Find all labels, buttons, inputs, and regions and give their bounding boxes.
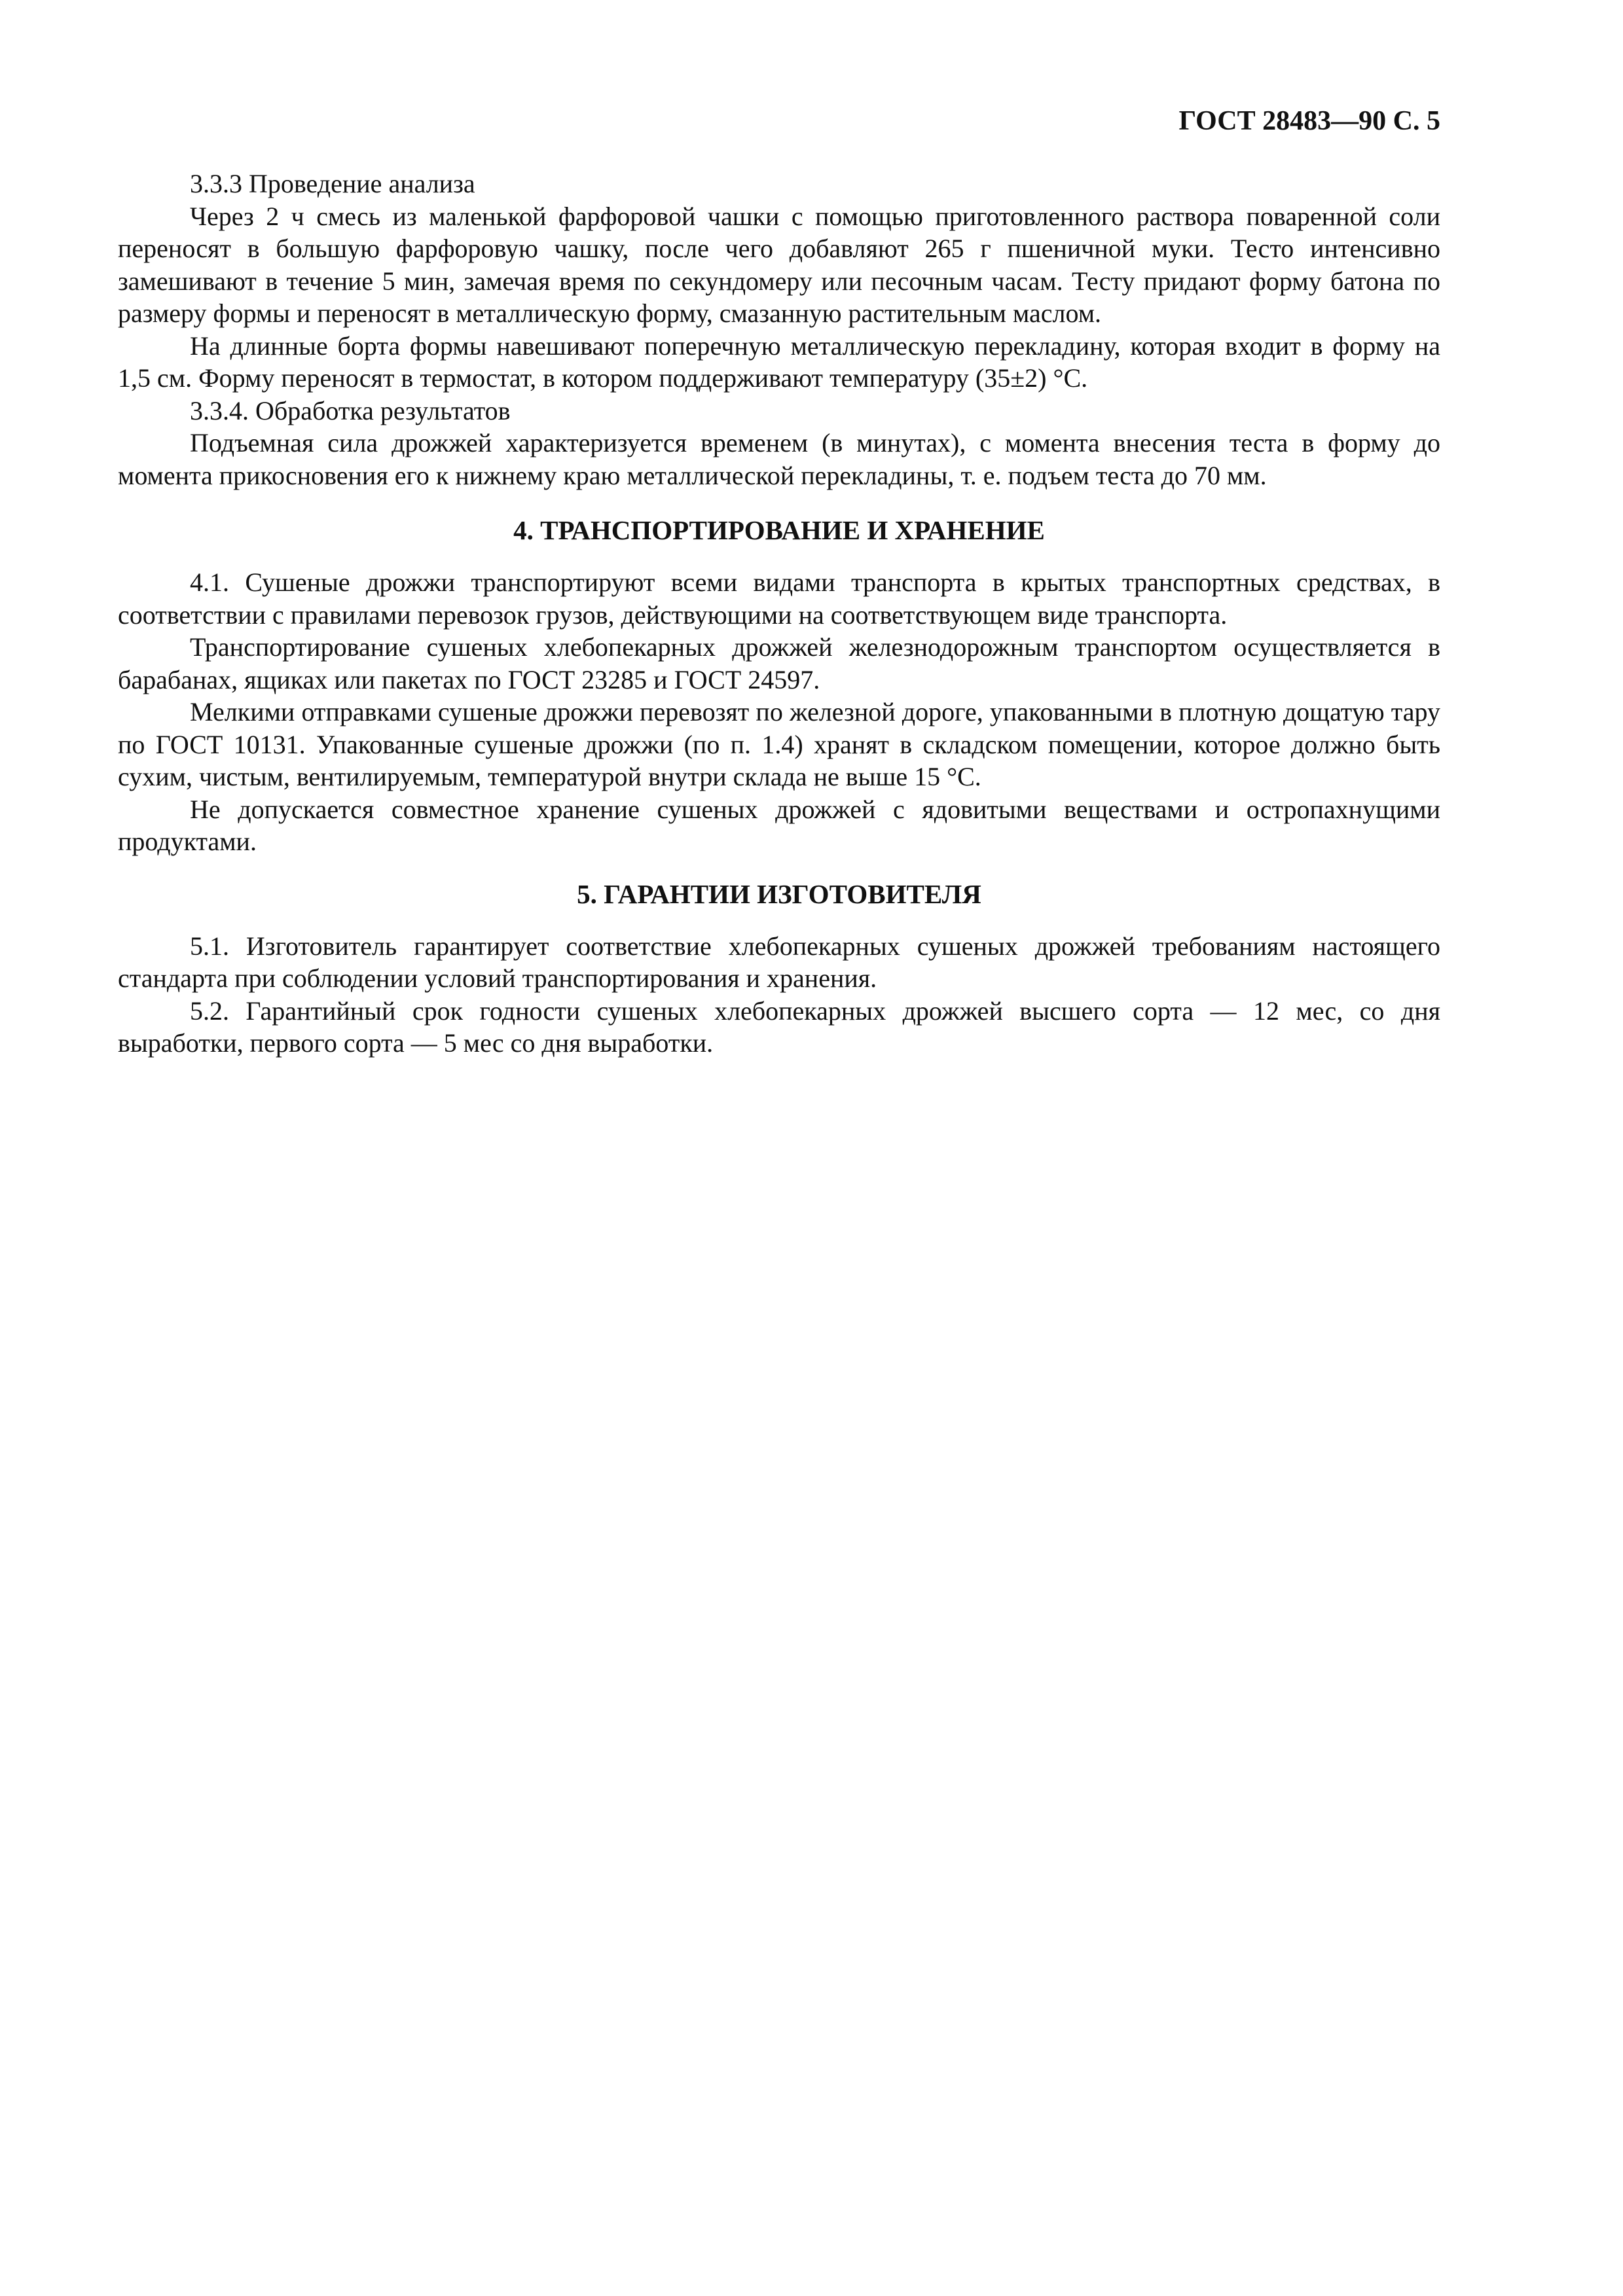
document-page	[118, 105, 1440, 1060]
clause-3-3-3-text-2: На длинные борта формы навешивают поперечную металлическую перекладину, которая входит в форму на 1,5 см. Форму переносят в термостат, в котором поддерживают температуру (35±2) °С.	[118, 331, 1440, 393]
section-5-body	[118, 930, 1440, 1060]
clause-4-1-text-2: Транспортирование сушеных хлебопекарных дрожжей железнодорожным транспортом осуществляется в барабанах, ящиках или пакетах по ГОСТ 23285 и ГОСТ 24597.	[118, 632, 1440, 694]
section-5-title: 5. ГАРАНТИИ ИЗГОТОВИТЕЛЯ	[577, 878, 981, 909]
clause-3-3-4-text: Подъемная сила дрожжей характеризуется временем (в минутах), с момента внесения теста в форму до момента прикосновения его к нижнему краю металлической перекладины, т. е. подъем теста до 70 мм.	[118, 428, 1440, 490]
section-4-title: 4. ТРАНСПОРТИРОВАНИЕ И ХРАНЕНИЕ	[513, 515, 1045, 545]
clause-3-3-3-heading: 3.3.3 Проведение анализа	[190, 169, 475, 198]
clause-5-2-text: 5.2. Гарантийный срок годности сушеных хлебопекарных дрожжей высшего сорта — 12 мес, со дня выработки, первого сорта — 5 мес со дня выработки.	[118, 996, 1440, 1058]
clause-3-3-4-heading: 3.3.4. Обработка результатов	[190, 395, 511, 425]
clause-4-1-text: 4.1. Сушеные дрожжи транспортируют всеми видами транспорта в крытых транспортных средствах, в соответствии с правилами перевозок грузов, действующими на соответствующем виде транспорта.	[118, 567, 1440, 630]
clause-4-1-text-4: Не допускается совместное хранение сушеных дрожжей с ядовитыми веществами и остропахнущими продуктами.	[118, 794, 1440, 856]
clause-3-3-3-text: Через 2 ч смесь из маленькой фарфоровой чашки с помощью приготовленного раствора поваренной соли переносят в большую фарфоровую чашку, после чего добавляют 265 г пшеничной муки. Тесто интенсивно замешивают в течение 5 мин, замечая время по секундомеру или песочным часам. Тесту придают форму батона по размеру формы и переносят в металлическую форму, смазанную растительным маслом.	[118, 201, 1440, 328]
clause-4-1-text-3: Мелкими отправками сушеные дрожжи перевозят по железной дороге, упакованными в плотную дощатую тару по ГОСТ 10131. Упакованные сушеные дрожжи (по п. 1.4) хранят в складском помещении, которое должно быть сухим, чистым, вентилируемым, температурой внутри склада не выше 15 °С.	[118, 697, 1440, 791]
section-4-body	[118, 566, 1440, 858]
clause-5-1-text: 5.1. Изготовитель гарантирует соответствие хлебопекарных сушеных дрожжей требованиям настоящего стандарта при соблюдении условий транспортирования и хранения.	[118, 931, 1440, 993]
page-header: ГОСТ 28483—90 С. 5	[1178, 106, 1440, 136]
section-3-continuation	[118, 168, 1440, 492]
